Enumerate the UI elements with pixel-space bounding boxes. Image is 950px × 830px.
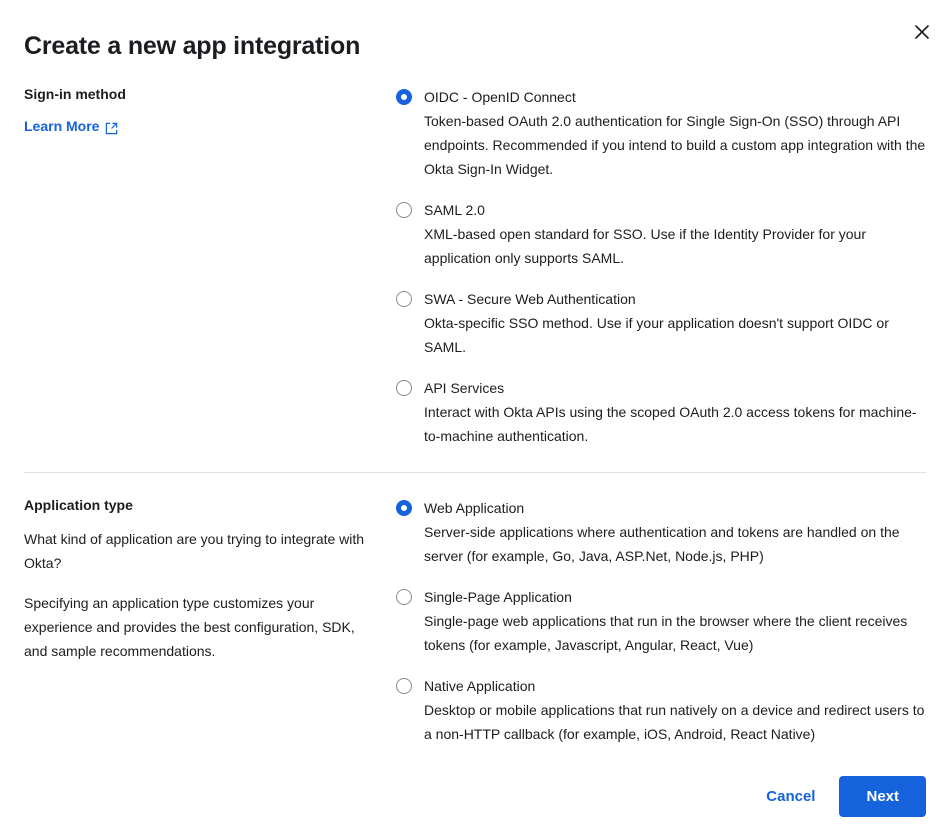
radio-label: SWA - Secure Web Authentication (424, 291, 636, 307)
radio-indicator[interactable] (396, 291, 412, 307)
radio-text (424, 199, 926, 270)
radio-indicator[interactable] (396, 380, 412, 396)
radio-text (424, 288, 926, 359)
radio-label: Single-Page Application (424, 589, 572, 605)
radio-web-application[interactable] (396, 497, 926, 568)
external-link-icon (105, 120, 118, 133)
radio-label: Web Application (424, 500, 525, 516)
radio-description: Desktop or mobile applications that run natively on a device and redirect users to a non-HTTP callback (for example, iOS, Android, React Native) (424, 702, 925, 742)
radio-saml-2-0[interactable] (396, 199, 926, 270)
radio-description: Okta-specific SSO method. Use if your application doesn't support OIDC or SAML. (424, 315, 889, 355)
sign-in-method-radio-group (396, 86, 926, 448)
radio-description: Single-page web applications that run in the browser where the client receives tokens (for example, Javascript, Angular, React, Vue) (424, 613, 908, 653)
radio-label: OIDC - OpenID Connect (424, 89, 576, 105)
radio-single-page-application[interactable] (396, 586, 926, 657)
sign-in-method-options (396, 84, 926, 448)
application-type-label: Application type (24, 497, 133, 513)
application-type-left (24, 495, 396, 746)
application-type-description-1: What kind of application are you trying to integrate with Okta? (24, 531, 365, 571)
page-title: Create a new app integration (24, 32, 361, 60)
radio-text (424, 86, 926, 181)
radio-native-application[interactable] (396, 675, 926, 746)
radio-text (424, 497, 926, 568)
modal-footer (0, 762, 950, 830)
radio-oidc-openid-connect[interactable] (396, 86, 926, 181)
radio-indicator[interactable] (396, 589, 412, 605)
radio-api-services[interactable] (396, 377, 926, 448)
sign-in-method-left (24, 84, 396, 448)
radio-description: Interact with Okta APIs using the scoped OAuth 2.0 access tokens for machine-to-machine authentication. (424, 404, 917, 444)
sign-in-method-section (0, 62, 950, 448)
sign-in-method-label: Sign-in method (24, 86, 126, 102)
radio-indicator[interactable] (396, 89, 412, 105)
learn-more-link[interactable] (24, 116, 118, 136)
radio-indicator[interactable] (396, 678, 412, 694)
learn-more-label: Learn More (24, 118, 100, 134)
radio-indicator[interactable] (396, 202, 412, 218)
radio-text (424, 675, 926, 746)
radio-text (424, 377, 926, 448)
radio-swa-secure-web-authentication[interactable] (396, 288, 926, 359)
application-type-description-2: Specifying an application type customizes your experience and provides the best configuration, SDK, and sample recommendations. (24, 595, 355, 659)
radio-description: Server-side applications where authentication and tokens are handled on the server (for example, Go, Java, ASP.Net, Node.js, PHP) (424, 524, 900, 564)
radio-description: Token-based OAuth 2.0 authentication for Single Sign-On (SSO) through API endpoints. Recommended if you intend to build a custom app integration with the Okta Sign-In Widget. (424, 113, 926, 177)
radio-indicator[interactable] (396, 500, 412, 516)
cancel-button[interactable]: Cancel (758, 778, 823, 815)
application-type-radio-group (396, 497, 926, 746)
application-type-options (396, 495, 926, 746)
application-type-section (0, 473, 950, 746)
close-icon[interactable] (908, 18, 936, 46)
close-glyph (914, 24, 930, 40)
radio-description: XML-based open standard for SSO. Use if the Identity Provider for your application only supports SAML. (424, 226, 866, 266)
next-button[interactable]: Next (839, 776, 926, 817)
radio-label: API Services (424, 380, 505, 396)
radio-label: Native Application (424, 678, 536, 694)
radio-label: SAML 2.0 (424, 202, 485, 218)
radio-text (424, 586, 926, 657)
